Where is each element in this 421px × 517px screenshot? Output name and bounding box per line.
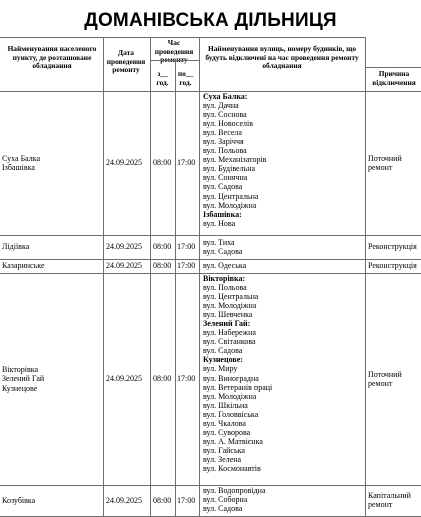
body-col-divider bbox=[175, 91, 176, 516]
row-border bbox=[0, 235, 421, 236]
settlement-name: Вікторівка bbox=[2, 365, 39, 375]
header-col-divider bbox=[103, 37, 104, 91]
street-item: вул. Центральна bbox=[203, 191, 259, 201]
street-item: вул. Виноградна bbox=[203, 373, 259, 383]
street-item: вул. Новоселів bbox=[203, 119, 254, 129]
outage-schedule-table bbox=[0, 37, 421, 516]
reason-text: ремонт bbox=[368, 162, 393, 172]
streets-cell bbox=[203, 92, 266, 228]
streets-cell bbox=[203, 486, 266, 513]
body-col-divider bbox=[150, 91, 151, 516]
street-item: вул. Тиха bbox=[203, 237, 235, 247]
time-from-cell: 08:00 bbox=[153, 242, 172, 252]
street-item: вул. Чкалова bbox=[203, 418, 246, 428]
street-item: вул. Молодіжна bbox=[203, 200, 257, 210]
settlement-subheading: Ізбашівка: bbox=[203, 209, 242, 219]
street-item: вул. Головвіська bbox=[203, 409, 259, 419]
street-item: вул. Набережна bbox=[203, 328, 256, 338]
time-to-cell: 17:00 bbox=[177, 158, 196, 168]
settlement-subheading: Суха Балка: bbox=[203, 92, 248, 101]
reason-text: ремонт bbox=[368, 500, 393, 510]
street-item: вул. Гайська bbox=[203, 445, 245, 455]
streets-cell bbox=[203, 261, 246, 270]
body-col-divider bbox=[365, 91, 366, 516]
settlement-cell bbox=[2, 365, 44, 392]
settlement-subheading: Вікторівка: bbox=[203, 274, 246, 283]
time-to-cell: 17:00 bbox=[177, 374, 196, 384]
reason-text: Поточний bbox=[368, 153, 402, 163]
time-to-cell: 17:00 bbox=[177, 261, 196, 271]
body-col-divider bbox=[103, 91, 104, 516]
reason-text: Поточний bbox=[368, 369, 402, 379]
settlement-name: Кузнецове bbox=[2, 383, 38, 393]
street-item: вул. Молодіжна bbox=[203, 391, 257, 401]
header-time-from: з__ год. bbox=[156, 69, 169, 87]
street-item: вул. Садова bbox=[203, 182, 243, 192]
street-item: вул. Ветеранів праці bbox=[203, 382, 273, 392]
street-item: вул. Сонячна bbox=[203, 173, 248, 183]
street-item: вул. Садова bbox=[203, 504, 243, 514]
street-item: вул. Соснова bbox=[203, 110, 247, 120]
reason-text: Реконструкція bbox=[368, 242, 417, 252]
reason-cell bbox=[368, 154, 402, 172]
street-item: вул. Миру bbox=[203, 364, 238, 374]
settlement-cell bbox=[2, 242, 29, 251]
header-col-divider bbox=[175, 60, 176, 91]
reason-cell bbox=[368, 370, 402, 388]
street-item: вул. Будівельна bbox=[203, 164, 256, 174]
street-item: вул. Центральна bbox=[203, 292, 259, 302]
header-col-divider bbox=[199, 37, 200, 91]
reason-cell bbox=[368, 491, 411, 509]
header-settlement: Найменування населеного пункту, де розташоване обладнання bbox=[7, 44, 97, 71]
time-to-cell: 17:00 bbox=[177, 242, 196, 252]
settlement-name: Зелений Гай bbox=[2, 374, 45, 384]
settlement-name: Ізбашівка bbox=[2, 162, 35, 172]
street-item: вул. Суворова bbox=[203, 427, 251, 437]
streets-cell bbox=[203, 274, 272, 473]
date-cell: 24.09.2025 bbox=[106, 374, 142, 384]
settlement-cell bbox=[2, 261, 45, 270]
street-item: вул. Водопровідна bbox=[203, 486, 266, 495]
time-from-cell: 08:00 bbox=[153, 495, 172, 505]
street-item: вул. Весела bbox=[203, 128, 242, 138]
header-date: Дата проведення ремонту bbox=[106, 48, 146, 75]
street-item: вул. А. Матвієнка bbox=[203, 436, 263, 446]
settlement-cell bbox=[2, 154, 40, 172]
header-reason: Причина відключення bbox=[372, 69, 416, 87]
street-item: вул. Світанкова bbox=[203, 337, 256, 347]
table-top-border bbox=[0, 37, 365, 38]
street-item: вул. Польова bbox=[203, 283, 247, 293]
street-item: вул. Дачна bbox=[203, 101, 239, 111]
header-col-divider bbox=[150, 37, 151, 91]
street-item: вул. Нова bbox=[203, 218, 236, 228]
street-item: вул. Шкільна bbox=[203, 400, 248, 410]
street-item: вул. Заріччя bbox=[203, 137, 244, 147]
time-from-cell: 08:00 bbox=[153, 158, 172, 168]
street-item: вул. Механізаторів bbox=[203, 155, 267, 165]
street-item: вул. Шевченка bbox=[203, 310, 253, 320]
reason-cell bbox=[368, 261, 417, 270]
time-from-cell: 08:00 bbox=[153, 374, 172, 384]
header-time-to: по__ год. bbox=[177, 69, 194, 87]
body-col-divider bbox=[199, 91, 200, 516]
reason-text: Реконструкція bbox=[368, 261, 417, 271]
settlement-name: Суха Балка bbox=[2, 153, 41, 163]
date-cell: 24.09.2025 bbox=[106, 242, 142, 252]
date-cell: 24.09.2025 bbox=[106, 158, 142, 168]
street-item: вул. Молодіжна bbox=[203, 301, 257, 311]
reason-text: Капітальний bbox=[368, 491, 411, 501]
street-item: вул. Садова bbox=[203, 346, 243, 356]
street-item: вул. Садова bbox=[203, 246, 243, 256]
time-from-cell: 08:00 bbox=[153, 261, 172, 271]
reason-cell bbox=[368, 242, 417, 251]
header-time-group: Час проведення bbox=[154, 38, 194, 56]
street-item: вул. Зелена bbox=[203, 454, 242, 464]
settlement-name: Козубівка bbox=[2, 495, 36, 505]
header-col-divider bbox=[365, 37, 366, 91]
settlement-cell bbox=[2, 496, 35, 505]
street-item: вул. Космонавтів bbox=[203, 463, 261, 473]
street-item: вул. Соборна bbox=[203, 495, 248, 505]
settlement-subheading: Кузнецове: bbox=[203, 355, 243, 365]
date-cell: 24.09.2025 bbox=[106, 261, 142, 271]
street-item: вул. Польова bbox=[203, 146, 247, 156]
streets-cell bbox=[203, 238, 242, 256]
reason-header-top-border bbox=[365, 67, 421, 68]
date-cell: 24.09.2025 bbox=[106, 495, 142, 505]
header-streets: Найменування вулиць, номеру будинків, що будуть відключені на час проведення ремонту обладнання bbox=[205, 44, 359, 71]
time-to-cell: 17:00 bbox=[177, 495, 196, 505]
row-border bbox=[0, 259, 421, 260]
page-title: ДОМАНІВСЬКА ДІЛЬНИЦЯ bbox=[84, 10, 337, 31]
settlement-name: Лідіївка bbox=[2, 242, 30, 252]
settlement-subheading: Зелений Гай: bbox=[203, 319, 251, 329]
street-item: вул. Одеська bbox=[203, 261, 247, 271]
reason-text: ремонт bbox=[368, 378, 393, 388]
settlement-name: Казаринське bbox=[2, 261, 45, 271]
